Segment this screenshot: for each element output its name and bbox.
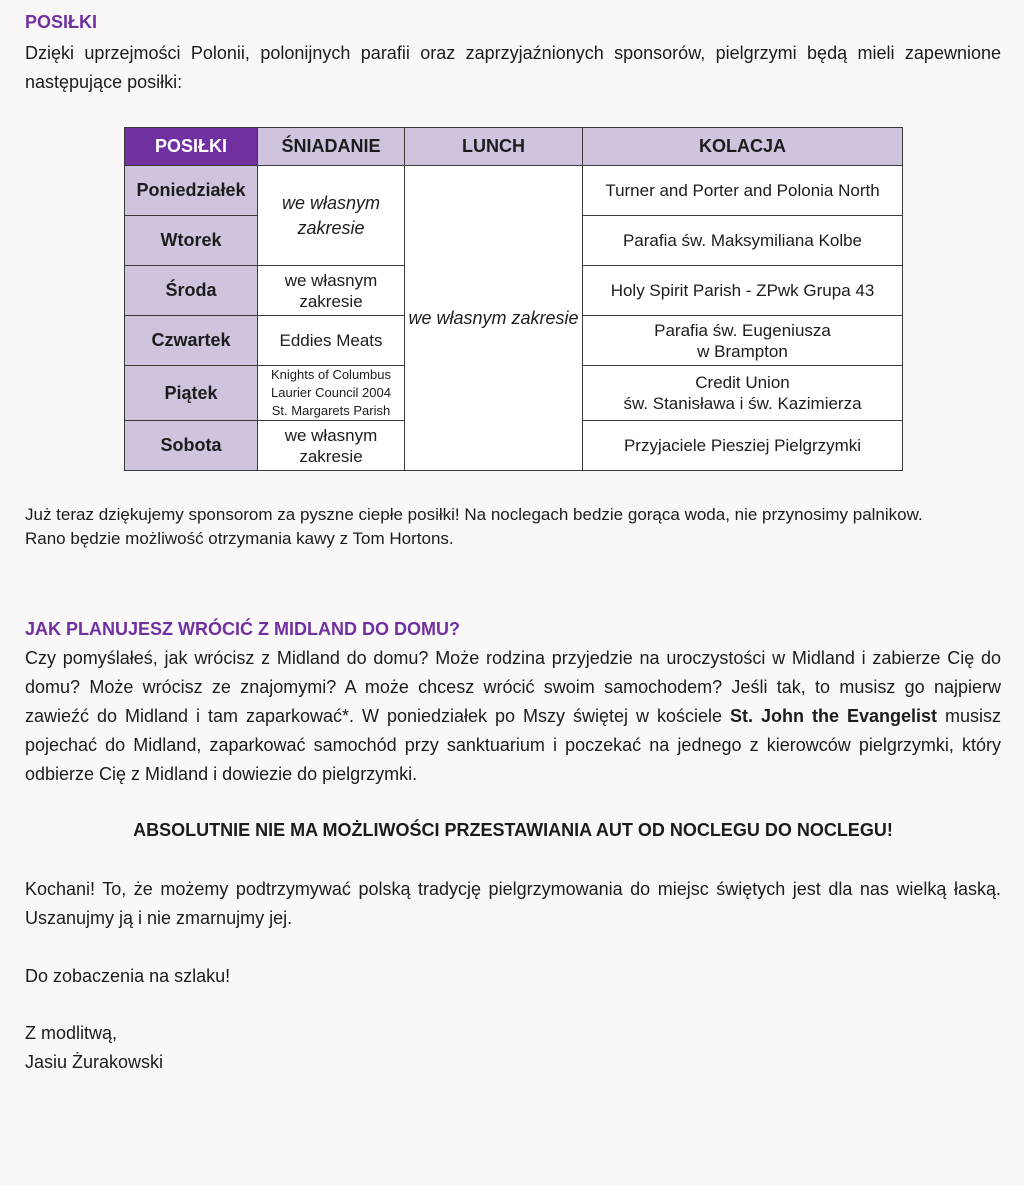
section-heading-return: JAK PLANUJESZ WRÓCIĆ Z MIDLAND DO DOMU? (25, 619, 460, 639)
header-meals: POSIŁKI (125, 128, 258, 166)
meals-intro-paragraph: Dzięki uprzejmości Polonii, polonijnych parafii oraz zaprzyjaźnionych sponsorów, pielgrzymi będą mieli zapewnione następujące posiłki: (25, 43, 1001, 92)
breakfast-friday-line1: Knights of Columbus (271, 367, 391, 382)
signature-name: Jasiu Żurakowski (25, 1052, 164, 1072)
dinner-wednesday: Holy Spirit Parish - ZPwk Grupa 43 (583, 266, 903, 316)
thanks-line-1: Już teraz dziękujemy sponsorom za pyszne ciepłe posiłki! Na noclegach bedzie gorąca woda, nie przynosimy palnikow. (25, 505, 923, 524)
breakfast-thursday: Eddies Meats (258, 316, 405, 366)
dinner-thursday-line2: w Brampton (697, 341, 788, 361)
closing-paragraph: Kochani! To, że możemy podtrzymywać polską tradycję pielgrzymowania do miejsc świętych jest dla nas wielką łaską. Uszanujmy ją i nie zmarnujmy jej. (25, 879, 1001, 928)
header-dinner: KOLACJA (583, 128, 903, 166)
day-thursday: Czwartek (125, 316, 258, 366)
breakfast-mon-tue: we własnym zakresie (258, 166, 405, 266)
return-text-before: Czy pomyślałeś, jak wrócisz z Midland do domu? Może rodzina przyjedzie na uroczystości w Midland i zabierze Cię do domu? Może wrócisz ze znajomymi? A może chcesz wrócić swoim samochodem? Jeśli tak, to musisz go najpierw zawieźć do Midland i tam zaparkować*. W poniedziałek po Mszy świętej w kościele (25, 648, 1001, 726)
thanks-line-2: Rano będzie możliwość otrzymania kawy z Tom Hortons. (25, 529, 454, 548)
return-plan-paragraph (25, 644, 1001, 789)
header-breakfast: ŚNIADANIE (258, 128, 405, 166)
dinner-thursday (583, 316, 903, 366)
meals-table (124, 127, 903, 471)
warning-notice: ABSOLUTNIE NIE MA MOŻLIWOŚCI PRZESTAWIANIA AUT OD NOCLEGU DO NOCLEGU! (133, 820, 893, 840)
breakfast-wednesday: we własnym zakresie (258, 266, 405, 316)
day-monday: Poniedziałek (125, 166, 258, 216)
breakfast-friday (258, 366, 405, 421)
thanks-note (25, 503, 1001, 551)
day-tuesday: Wtorek (125, 216, 258, 266)
breakfast-saturday: we własnym zakresie (258, 421, 405, 471)
dinner-saturday: Przyjaciele Piesziej Pielgrzymki (583, 421, 903, 471)
header-lunch: LUNCH (405, 128, 583, 166)
breakfast-friday-line3: St. Margarets Parish (271, 403, 391, 418)
lunch-all-days: we własnym zakresie (405, 166, 583, 471)
day-friday: Piątek (125, 366, 258, 421)
table-header-row (125, 128, 903, 166)
dinner-tuesday: Parafia św. Maksymiliana Kolbe (583, 216, 903, 266)
dinner-friday-line1: Credit Union (695, 373, 790, 392)
dinner-friday-line2: św. Stanisława i św. Kazimierza (623, 394, 862, 413)
day-saturday: Sobota (125, 421, 258, 471)
see-you-line: Do zobaczenia na szlaku! (25, 966, 231, 986)
closing-salutation: Z modlitwą, (25, 1023, 118, 1043)
dinner-monday: Turner and Porter and Polonia North (583, 166, 903, 216)
dinner-thursday-line1: Parafia św. Eugeniusza (654, 320, 831, 340)
church-name: St. John the Evangelist (730, 706, 937, 726)
return-text-after: musisz pojechać do Midland, zaparkować samochód przy sanktuarium i poczekać na jednego z kierowców pielgrzymki, który odbierze Cię z Midland i dowiezie do pielgrzymki. (25, 706, 1001, 784)
breakfast-friday-line2: Laurier Council 2004 (271, 385, 391, 400)
table-row (125, 166, 903, 216)
day-wednesday: Środa (125, 266, 258, 316)
dinner-friday (583, 366, 903, 421)
section-heading-meals: POSIŁKI (25, 12, 98, 32)
